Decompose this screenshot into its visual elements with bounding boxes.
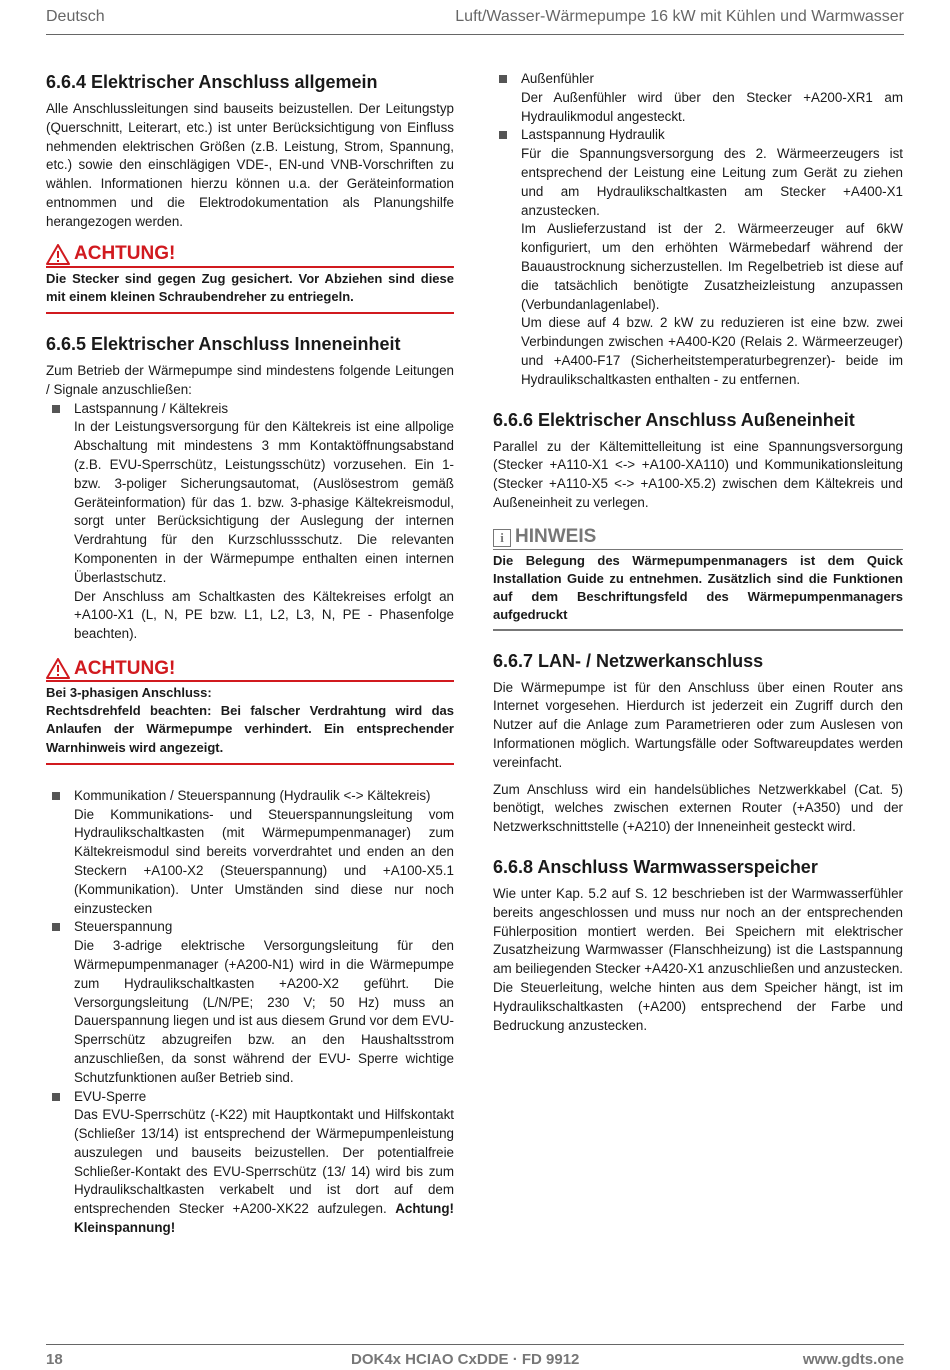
right-column <box>493 70 903 1035</box>
warning-text: Bei 3-phasigen Anschluss: <box>46 684 212 700</box>
warning-triangle-icon <box>46 658 70 679</box>
header-language: Deutsch <box>46 8 105 25</box>
list-item-text-body: Das EVU-Sperrschütz (-K22) mit Hauptkontakt und Hilfskontakt (Schließer 13/14) ist entsprechend der Wärmepumpenleistung auszulegen und bauseits beizustellen. Der potentialfreie Schließer-Kontakt des EVU-Sperrschütz (13/ 14) wird bis zum Hydraulikschaltkasten verkabelt und ist dort auf dem entsprechenden Stecker +A200-XK22 aufzulegen. <box>74 1107 454 1217</box>
section-heading-665: 6.6.5 Elektrischer Anschluss Inneneinheit <box>46 333 401 354</box>
left-column <box>46 70 454 1238</box>
list-item-title: Lastspannung / Kältekreis <box>74 400 229 416</box>
warning-title: ACHTUNG! <box>74 657 176 679</box>
hint-title: HINWEIS <box>515 526 597 548</box>
list-item-title: EVU-Sperre <box>74 1088 147 1104</box>
square-bullet-icon <box>52 792 60 800</box>
square-bullet-icon <box>52 1093 60 1101</box>
hint-box <box>493 527 903 631</box>
page-footer <box>46 1344 904 1370</box>
list-connections <box>46 787 454 1238</box>
warning-text: Die Stecker sind gegen Zug gesichert. Vor Abziehen sind diese mit einem kleinen Schraubendreher zu entriegeln. <box>46 270 454 304</box>
list-item-emphasis: Achtung! Kleinspannung! <box>74 1201 454 1236</box>
list-item <box>46 787 454 919</box>
section-heading-664: 6.6.4 Elektrischer Anschluss allgemein <box>46 72 378 92</box>
list-665 <box>46 400 454 644</box>
list-item-title: Kommunikation / Steuerspannung (Hydraulik <-> Kältekreis) <box>74 787 431 803</box>
page-number: 18 <box>46 1351 63 1368</box>
list-item-text <box>74 1106 454 1238</box>
page-header <box>46 6 904 35</box>
list-item-text: Um diese auf 4 bzw. 2 kW zu reduzieren ist eine bzw. zwei Verbindungen zwischen +A400-K20 (Relais 2. Wärmeerzeuger) und +A400-F17 (Sicherheitstemperaturbegrenzer)- beide im Hydraulikschaltkasten enthalten - zu entfernen. <box>521 315 903 387</box>
list-item-text: Für die Spannungsversorgung des 2. Wärmeerzeugers ist entsprechend der Leistung eine Leitung zum Gerät zu ziehen und am Hydraulikschaltkasten am Stecker +A400-X1 anzustecken. <box>521 146 903 218</box>
section-text-667: Zum Anschluss wird ein handelsübliches Netzwerkkabel (Cat. 5) benötigt, welches zwischen externen Router (+A350) und der Netzwerkschnittstelle (+A210) der Inneneinheit gesteckt wird. <box>493 781 903 835</box>
section-intro-665: Zum Betrieb der Wärmepumpe sind mindestens folgende Leitungen / Signale anzuschließen: <box>46 362 454 397</box>
list-item-text: Der Außenfühler wird über den Stecker +A200-XR1 am Hydraulikmodul angesteckt. <box>521 89 903 124</box>
list-item <box>46 1088 454 1238</box>
list-item <box>46 918 454 1087</box>
warning-box-2 <box>46 658 454 765</box>
list-item-title: Außenfühler <box>521 71 594 86</box>
section-text-664: Alle Anschlussleitungen sind bauseits beizustellen. Der Leitungstyp (Querschnitt, Leiterart, etc.) ist unter Berücksichtigung von Einfluss nehmenden elektrischen Größen (z.B. Leistung, Strom, Spannung, etc.) sowie den einschlägigen VDE-, EN-und VNB-Vorschriften zu wählen. Informationen hierzu können u.a. der Geräteinformation entnommen und die Elektrodokumentation als Planungshilfe herangezogen werden. <box>46 101 454 229</box>
list-item-title: Lastspannung Hydraulik <box>521 127 665 143</box>
warning-triangle-icon <box>46 244 70 265</box>
list-item-text: In der Leistungsversorgung für den Kältekreis ist eine allpolige Abschaltung mit mindestens 3 mm Kontaktöffnungsabstand (z.B. EVU-Sperrschütz, Leistungsschütz) vorzusehen. Ein 1- bzw. 3-poliger Sicherungsautomat, (Auslösestrom gemäß Geräteinformation) für das 1. bzw. 3-phasige Kältekreismodul, sorgt unter Berücksichtigung der Auslegung der internen Verdrahtung für den Kurzschlussschutz. Die relevanten Komponenten in der Wärmepumpe enthalten einen internen Überlastschutz. <box>74 419 454 585</box>
list-item-text: Im Auslieferzustand ist der 2. Wärmeerzeuger auf 6kW konfiguriert, um den erhöhten Wärmebedarf während der Bauaustrocknung sicherzustellen. Im Regelbetrieb ist diese auf die tatsächlich benötigte Zusatzheizleistung anzupassen (Verbundanlagenlabel). <box>521 221 903 312</box>
website: www.gdts.one <box>802 1351 904 1368</box>
list-item-text: Die 3-adrige elektrische Versorgungsleitung für den Wärmepumpenmanager (+A200-N1) wird in die Wärmepumpe zum Hydraulikschaltkasten +A200-X2 geführt. Die Versorgungsleitung (L/N/PE; 230 V; 50 Hz) muss an Dauerspannung liegen und ist aus diesem Grund vor dem EVU-Sperrschütz abzugreifen bzw. an den Haushaltsstrom anzuschließen, da sonst während der EVU- Sperre wichtige Schutzfunktionen außer Betrieb sind. <box>74 938 454 1085</box>
section-heading-667: 6.6.7 LAN- / Netzwerkanschluss <box>493 650 764 671</box>
list-item-text: Der Anschluss am Schaltkasten des Kältekreises erfolgt an +A100-X1 (L, N, PE bzw. L1, L2, L3, N, PE - Phasenfolge beachten). <box>74 588 454 642</box>
list-hydraulic <box>493 70 903 390</box>
square-bullet-icon <box>499 131 507 139</box>
warning-box-1 <box>46 244 454 314</box>
section-heading-666: 6.6.6 Elektrischer Anschluss Außeneinheit <box>493 409 855 430</box>
section-text-667: Die Wärmepumpe ist für den Anschluss über einen Router ans Internet vorgesehen. Hierdurch ist jederzeit ein Zugriff durch den Nutzer auf die Anlage zum Parametrieren oder zum Auslesen von Informationen möglich. Wartungsfälle oder Softwareupdates werden vereinfacht. <box>493 679 903 770</box>
list-item <box>46 400 454 644</box>
info-icon: i <box>493 529 511 547</box>
section-text-668: Wie unter Kap. 5.2 auf S. 12 beschrieben ist der Warmwasserfühler bereits angeschlossen und muss nur noch an der entsprechenden Fühlerposition montiert werden. Bei Speichern mit elektrischer Zusatzheizung Warmwasser (Flanschheizung) ist die Lastspannung am beiliegenden Stecker +A420-X1 anzuschließen und anzustecken. Die Steuerleitung, welche hinten aus dem Speicher hängt, ist im Hydraulikschaltkasten (+A200) entsprechend der Farbe und Bedruckung anzustecken. <box>493 885 903 1033</box>
document-code: DOK4x HCIAO CxDDE · FD 9912 <box>351 1351 580 1368</box>
list-item-title: Steuerspannung <box>74 919 173 935</box>
warning-title: ACHTUNG! <box>74 243 176 265</box>
list-item <box>493 70 903 126</box>
list-item <box>493 126 903 389</box>
square-bullet-icon <box>52 405 60 413</box>
header-title: Luft/Wasser-Wärmepumpe 16 kW mit Kühlen und Warmwasser <box>455 8 904 25</box>
square-bullet-icon <box>499 75 507 83</box>
section-heading-668: 6.6.8 Anschluss Warmwasserspeicher <box>493 856 818 877</box>
list-item-text: Die Kommunikations- und Steuerspannungsleitung vom Hydraulikschaltkasten (mit Wärmepumpenmanager) zum Kältekreismodul sind bereits vorverdrahtet und enden an den Steckern +A100-X2 (Steuerspannung) und +A100-X5.1 (Kommunikation). Unter Umständen sind diese nur noch einzustecken <box>74 806 454 916</box>
section-text-666: Parallel zu der Kältemittelleitung ist eine Spannungsversorgung (Stecker +A110-X1 <-> +A100-XA110) und Kommunikationsleitung (Stecker +A110-X5 <-> +A100-X5.2) zwischen dem Kältekreis und Außeneinheit zu verlegen. <box>493 438 903 510</box>
hint-text: Die Belegung des Wärmepumpenmanagers ist dem Quick Installation Guide zu entnehmen. Zusätzlich sind die Funktionen auf dem Beschriftungsfeld des Wärmepumpenmanagers aufgedruckt <box>493 552 903 623</box>
square-bullet-icon <box>52 923 60 931</box>
warning-text: Rechtsdrehfeld beachten: Bei falscher Verdrahtung wird das Anlaufen der Wärmepumpe verhindert. Ein entsprechender Warnhinweis wird angezeigt. <box>46 703 454 755</box>
